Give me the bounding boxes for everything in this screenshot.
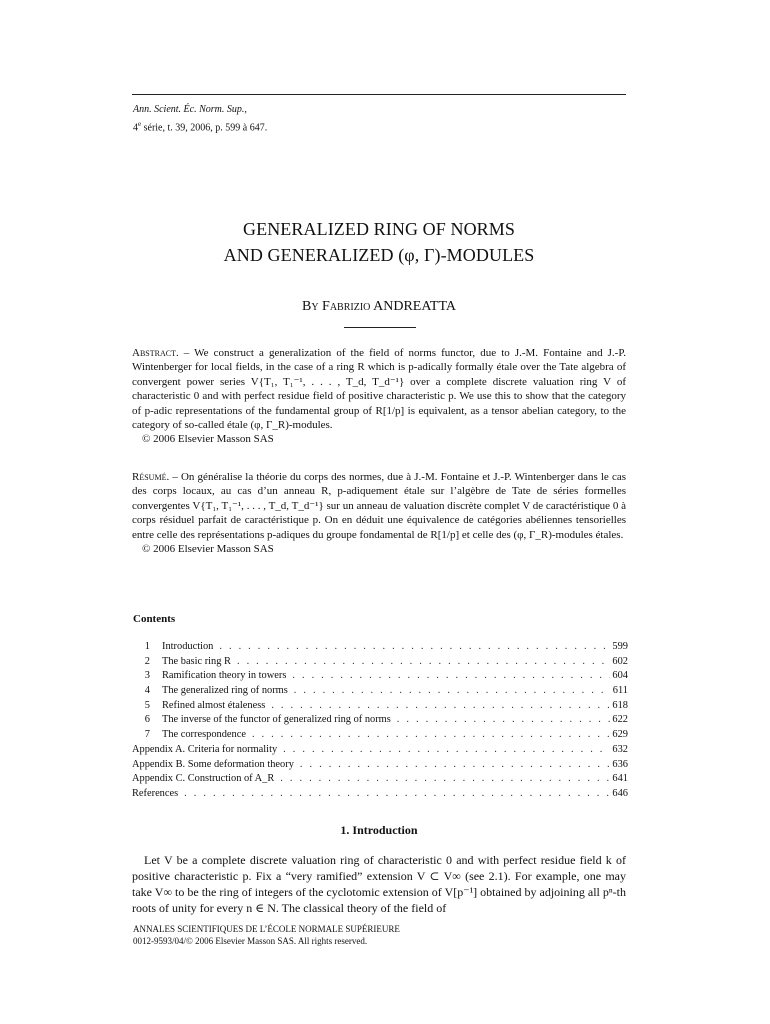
author-rule (344, 327, 416, 328)
toc-number: 6 (144, 714, 150, 726)
series-number: 4 (133, 122, 138, 134)
toc-row (132, 788, 628, 803)
toc-label: The basic ring R (162, 655, 231, 667)
toc-label: Appendix C. Construction of A_R (132, 773, 275, 785)
toc-row (132, 670, 628, 685)
toc-row (132, 773, 628, 788)
author-last-name: ANDREATTA (373, 299, 456, 314)
toc-page-number: 632 (612, 743, 628, 755)
toc-leader-dots (280, 773, 610, 784)
toc-label: Ramification theory in towers (162, 670, 287, 682)
toc-number: 2 (144, 655, 150, 667)
toc-row (132, 744, 628, 759)
toc-page-number: 604 (612, 670, 628, 682)
toc-page-number: 629 (612, 729, 628, 741)
resume-copyright: © 2006 Elsevier Masson SAS (142, 543, 274, 556)
paper-title (132, 216, 626, 268)
table-of-contents (132, 641, 628, 803)
abstract (132, 346, 626, 447)
journal-citation (133, 103, 267, 135)
resume (132, 470, 626, 556)
toc-page-number: 641 (612, 773, 628, 785)
toc-page-number: 646 (612, 787, 628, 799)
toc-row (132, 685, 628, 700)
toc-page-number: 611 (612, 685, 628, 697)
contents-heading: Contents (133, 613, 176, 625)
author-by: By (301, 299, 319, 314)
toc-label: References (132, 787, 179, 799)
journal-name: Ann. Scient. Éc. Norm. Sup., (133, 104, 247, 115)
author-first-name: Fabrizio (322, 299, 371, 314)
abstract-heading: Abstract. (132, 347, 179, 359)
section-heading: 1. Introduction (340, 823, 418, 837)
toc-page-number: 602 (612, 655, 628, 667)
toc-number: 3 (144, 670, 150, 682)
toc-label: Appendix A. Criteria for normality (132, 743, 278, 755)
resume-text: – On généralise la théorie du corps des normes, due à J.-M. Fontaine et J.-P. Wintenberger dans le cas des corps locaux, au cas d’un anneau R, p-adiquement étale sur l’algèbre de Tate de séries formelles convergentes V{T₁, T₁⁻¹, . . . , T_d, T_d⁻¹} sur un anneau de valuation discrète complet V de caractéristique 0 à corps résiduel parfait de caractéristique p. On en déduit une équivalence de catégories abéliennes tensorielles entre celle des représentations p-adiques du groupe fondamental de R[1/p] et celle des (φ, Γ_R)-modules étales. (132, 471, 626, 541)
toc-leader-dots (292, 670, 610, 681)
journal-details (133, 117, 267, 135)
toc-page-number: 618 (612, 699, 628, 711)
header-rule (132, 94, 626, 95)
toc-label: Appendix B. Some deformation theory (132, 758, 294, 770)
toc-leader-dots (237, 656, 610, 667)
toc-leader-dots (294, 685, 611, 696)
toc-page-number: 636 (612, 758, 628, 770)
toc-row (132, 656, 628, 671)
abstract-text: – We construct a generalization of the field of norms functor, due to J.-M. Fontaine and J.-P. Wintenberger for local fields, in the case of a ring R which is p-adically formally étale over the Tate algebra of convergent power series V{T₁, T₁⁻¹, . . . , T_d, T_d⁻¹} over a complete discrete valuation ring V of characteristic 0 and with perfect residue field of positive characteristic p. We use this to show that the category of p-adic representations of the fundamental group of R[1/p] is equivalent, as a tensor abelian category, to the category of so-called étale (φ, Γ_R)-modules. (132, 347, 626, 432)
footer-journal: ANNALES SCIENTIFIQUES DE L’ÉCOLE NORMALE SUPÉRIEURE (133, 924, 400, 934)
toc-label: Introduction (162, 641, 214, 652)
journal-volume-pages: série, t. 39, 2006, p. 599 à 647. (141, 122, 268, 134)
author-line (132, 299, 626, 315)
toc-leader-dots (252, 729, 610, 740)
toc-number: 1 (144, 641, 150, 652)
toc-row (132, 641, 628, 656)
toc-label: The generalized ring of norms (162, 685, 288, 697)
toc-leader-dots (271, 700, 610, 711)
page-footer (133, 923, 400, 947)
toc-leader-dots (283, 744, 610, 755)
footer-copyright: 0012-9593/04/© 2006 Elsevier Masson SAS. All rights reserved. (133, 936, 368, 946)
toc-number: 7 (144, 729, 150, 741)
title-line-1: GENERALIZED RING OF NORMS (243, 219, 515, 239)
introduction-text: Let V be a complete discrete valuation ring of characteristic 0 and with perfect residue field k of positive characteristic p. Fix a “very ramified” extension V ⊂ V∞ (see 2.1). For example, one may take V∞ to be the ring of integers of the cyclotomic extension of V[p⁻¹] obtained by adjoining all pⁿ-th roots of unity for every n ∈ N. The classical theory of the field of (132, 853, 626, 915)
title-line-2: AND GENERALIZED (φ, Γ)-MODULES (223, 245, 535, 265)
toc-number: 5 (144, 699, 150, 711)
toc-number: 4 (144, 685, 150, 697)
toc-leader-dots (300, 759, 611, 770)
toc-leader-dots (184, 788, 610, 799)
toc-label: The inverse of the functor of generalized ring of norms (162, 714, 391, 726)
toc-row (132, 700, 628, 715)
toc-label: Refined almost étaleness (162, 699, 266, 711)
toc-row (132, 729, 628, 744)
resume-heading: Résumé. (132, 471, 170, 483)
series-superscript: e (138, 120, 142, 128)
abstract-copyright: © 2006 Elsevier Masson SAS (142, 433, 274, 446)
toc-row (132, 714, 628, 729)
toc-leader-dots (397, 714, 611, 725)
toc-row (132, 759, 628, 774)
toc-leader-dots (219, 641, 610, 652)
toc-page-number: 599 (612, 641, 628, 652)
toc-label: The correspondence (162, 729, 246, 741)
toc-page-number: 622 (612, 714, 628, 726)
